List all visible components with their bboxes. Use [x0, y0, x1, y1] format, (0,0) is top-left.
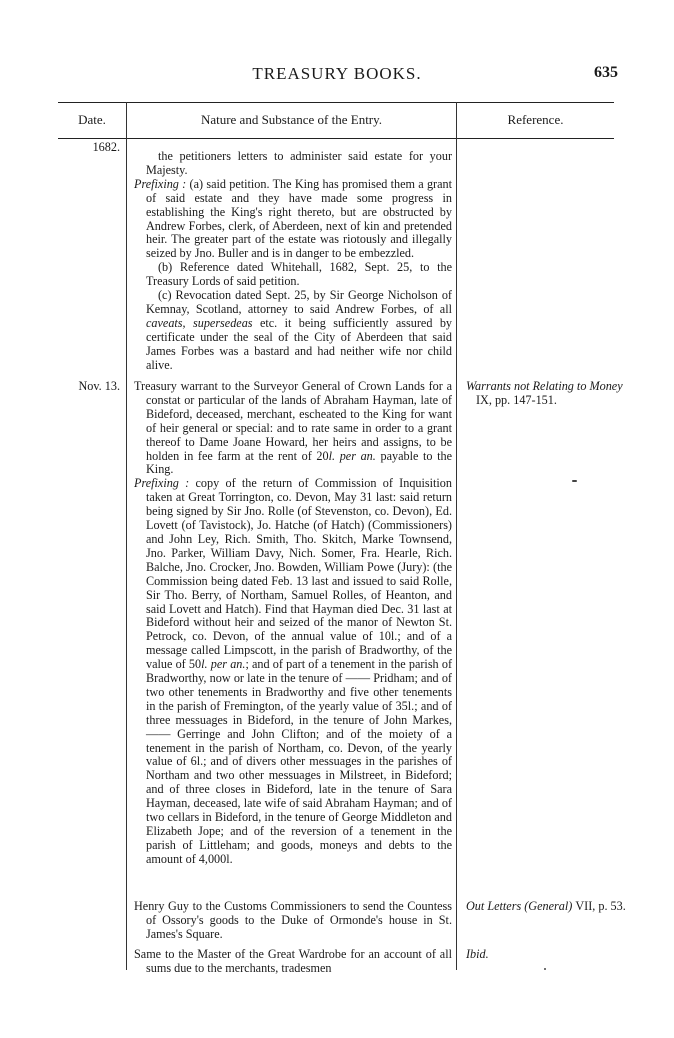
entry-paragraph: Same to the Master of the Great Wardrobe for an account of all sums due to the merchants, tradesmen — [134, 947, 452, 975]
column-header-entry: Nature and Substance of the Entry. — [200, 112, 383, 127]
entry-paragraph: Henry Guy to the Customs Commissioners to send the Countess of Ossory's goods to the Duke of Ormonde's house in St. James's Square. — [134, 899, 452, 941]
entry-date-1682: 1682. — [92, 140, 120, 154]
entry-henry-guy-customs — [134, 900, 452, 942]
entry-paragraph: Prefixing : (a) said petition. The King has promised them a grant of said estate and they have made some progress in establishing the King's right thereto, but are obstructed by Andrew Forbes, clerk, of Aberdeen, next of kin and pretended heir. The greater part of the estate was riotously and illegally seized by Jno. Buller and is in danger to be embezzled. — [134, 176, 453, 261]
reference-column-divider — [456, 102, 457, 970]
entry-paragraph: the petitioners letters to administer said estate for your Majesty. — [146, 149, 452, 177]
reference-warrants-not-relating-to-money: Warrants not Relating to Money IX, pp. 147-151. — [466, 379, 623, 407]
entry-petition-forbes — [134, 150, 452, 373]
page-title: TREASURY BOOKS. — [252, 64, 422, 83]
entry-treasury-warrant-hayman — [134, 380, 452, 867]
page-number: 635 — [594, 64, 618, 81]
column-header-reference: Reference. — [507, 112, 564, 127]
entry-date-nov-13: Nov. 13. — [78, 379, 120, 393]
column-header-date: Date. — [78, 112, 106, 127]
header-bottom-rule — [58, 138, 614, 139]
entry-paragraph: (b) Reference dated Whitehall, 1682, Sept. 25, to the Treasury Lords of said petition. — [146, 260, 452, 289]
entry-paragraph: (c) Revocation dated Sept. 25, by Sir George Nicholson of Kemnay, Scotland, attorney to said Andrew Forbes, of all caveats, supersedeas etc. it being sufficiently assured by certificate under the seal of the City of Aberdeen that said James Forbes was a bastard and had neither wife nor child alive. — [146, 288, 453, 372]
entry-paragraph: Prefixing : copy of the return of Commission of Inquisition taken at Great Torrington, co. Devon, May 31 last: said return being signed by Sir Jno. Rolle (of Stevenston, co. Devon), Ed. Lovett (of Tavistock), Jo. Hatche (of Hatch) (Commissioners) and John Ley, Rich. Smith, Tho. Skitch, Marke Townsend, Jno. Parker, William Davy, Nich. Somer, Fra. Hearle, Rich. Balche, Jno. Crocker, Jno. Bowden, William Powe (Jury): (the Commission being dated Feb. 13 last and issued to said Rolle, Sir Tho. Berry, of Northam, Samuel Rolles, of Heanton, and said Lovett and Hatch). Find that Hayman died Dec. 31 last at Bideford without heir and seized of the manor of Newton St. Petrock, co. Devon, of the annual value of 10l.; and of a message called Limpscott, in the parish of Bradworthy, of the value of 50l. per an.; and of part of a tenement in the parish of Bradworthy, now or late in the tenure of —— Pridham; and of two other tenements in Bradworthy and five other tenements in the parish of Fremington, of the yearly value of 35l.; and of three messuages in Bideford, in the tenure of John Markes, —— Gerringe and John Clifton; and of the moiety of a tenement in the parish of Northam, co. Devon, of the yearly value of 6l.; and of divers other messuages in the parishes of Northam and two other messuages in Milstreet, in Bideford; and of three closes in Bideford, late in the tenure of Sara Hayman, deceased, late wife of said Abraham Hayman; and of two cellars in Bideford, in the tenure of George Middleton and Elizabeth Jope; and of the reversion of a tenement in the parish of Littleham; and goods, moneys and debts to the amount of 4,000l. — [134, 476, 452, 866]
print-speck — [572, 480, 577, 482]
reference-out-letters-general: Out Letters (General) VII, p. 53. — [466, 899, 626, 913]
entry-great-wardrobe — [134, 948, 452, 976]
reference-ibid: Ibid. — [466, 947, 489, 961]
table-top-rule — [58, 102, 614, 103]
running-head — [0, 64, 674, 88]
entry-paragraph: Treasury warrant to the Surveyor General of Crown Lands for a constat or particular of the lands of Abraham Hayman, late of Bideford, deceased, merchant, escheated to the King for want of heir general or special: and to rate same in order to a grant thereof to Dame Joane Howard, her heirs and assigns, to be holden in fee farm at the rent of 20l. per an. payable to the King. — [134, 379, 453, 477]
date-column-divider — [126, 102, 127, 970]
print-speck — [544, 968, 546, 970]
